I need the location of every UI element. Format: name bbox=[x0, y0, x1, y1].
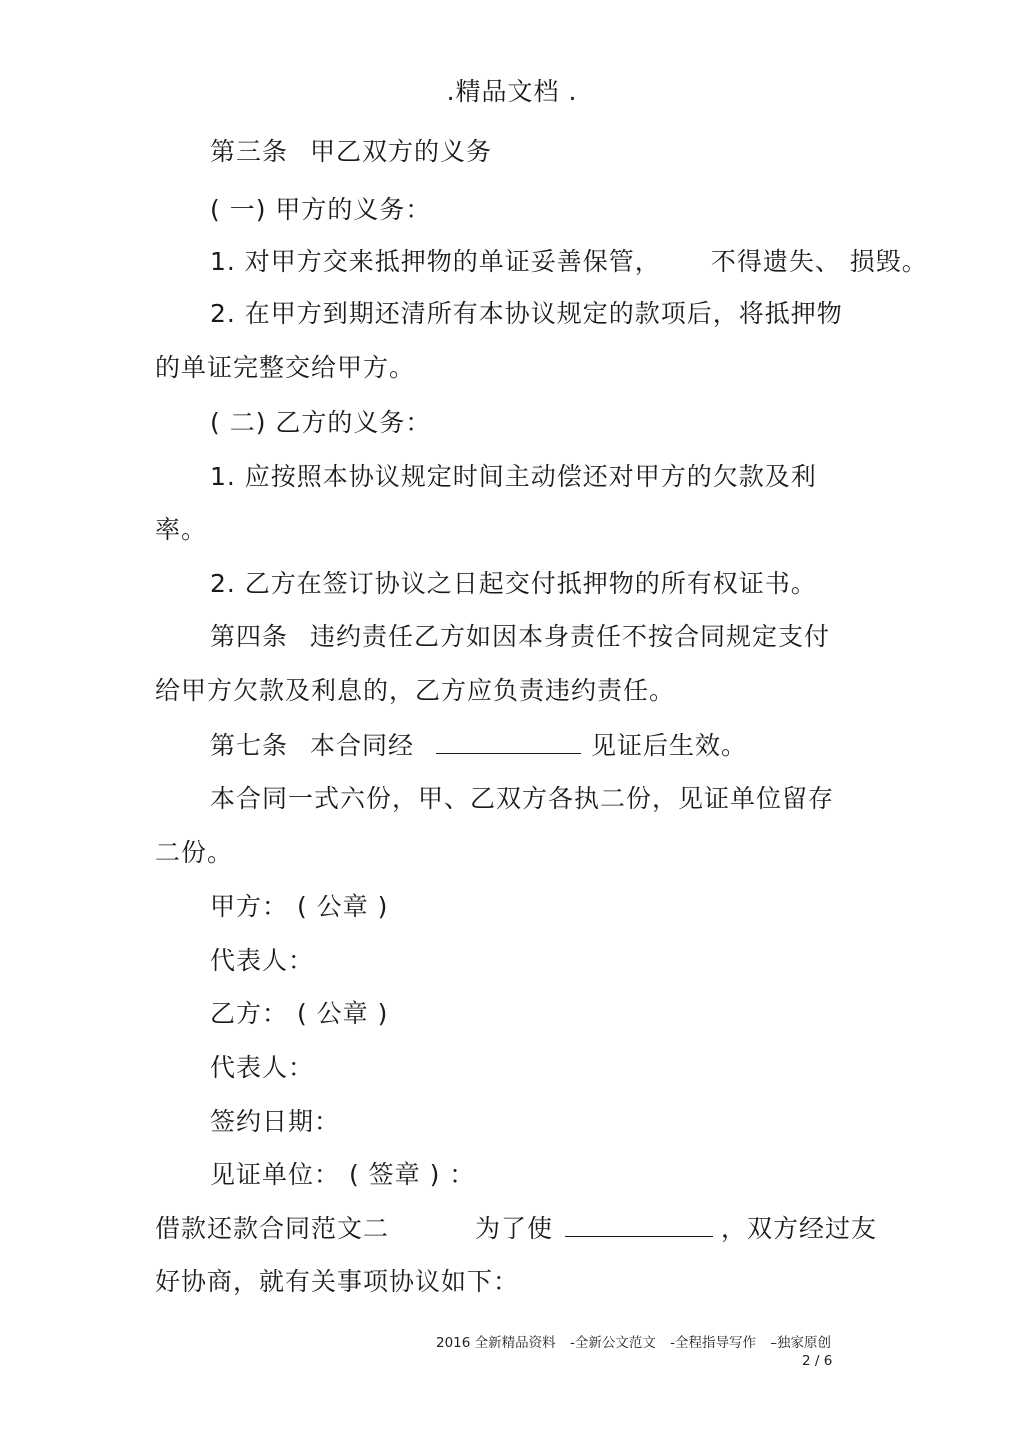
article-number: 第三条 bbox=[210, 137, 289, 166]
article-title: 甲乙双方的义务 bbox=[310, 137, 493, 166]
party-b-representative: 代表人： bbox=[210, 1053, 315, 1082]
section-party-a: ( 一) 甲方的义务： bbox=[210, 195, 432, 224]
purpose-blank-field[interactable] bbox=[565, 1212, 713, 1237]
article-3-heading bbox=[210, 136, 492, 168]
article-text: 违约责任乙方如因本身责任不按合同规定支付 bbox=[310, 622, 831, 651]
page-header: .精品文档 . bbox=[446, 77, 578, 106]
article-text: 见证后生效。 bbox=[591, 731, 748, 760]
party-a-representative: 代表人： bbox=[210, 946, 315, 975]
signing-date: 签约日期： bbox=[210, 1107, 341, 1136]
section-party-b: ( 二) 乙方的义务： bbox=[210, 408, 432, 437]
article-text: 本合同经 bbox=[310, 731, 415, 760]
clause-line: 的单证完整交给甲方。 bbox=[155, 353, 416, 382]
footer-item: -全程指导写作 bbox=[670, 1335, 756, 1351]
article-4 bbox=[210, 621, 830, 653]
clause-text: 1. 对甲方交来抵押物的单证妥善保管， bbox=[210, 247, 661, 276]
intro-text: ，双方经过友 bbox=[721, 1214, 878, 1243]
clause-line: 率。 bbox=[155, 515, 208, 544]
page-number: 2 / 6 bbox=[802, 1353, 833, 1369]
footer-item: –独家原创 bbox=[770, 1335, 832, 1351]
clause-line: 本合同一式六份，甲、乙双方各执二份，见证单位留存 bbox=[210, 784, 835, 813]
section-title: 借款还款合同范文二 bbox=[155, 1214, 390, 1243]
footer-item: 2016 全新精品资料 bbox=[436, 1335, 556, 1351]
clause-line: 二份。 bbox=[155, 838, 234, 867]
clause-line: 好协商，就有关事项协议如下： bbox=[155, 1267, 520, 1296]
page-footer bbox=[436, 1331, 841, 1351]
party-b-seal: 乙方： ( 公章 ) bbox=[210, 999, 389, 1028]
clause-text: 不得遗失、 损毁。 bbox=[710, 247, 928, 276]
article-number: 第四条 bbox=[210, 622, 289, 651]
clause-line: 给甲方欠款及利息的，乙方应负责违约责任。 bbox=[155, 676, 676, 705]
party-a-seal: 甲方： ( 公章 ) bbox=[210, 892, 389, 921]
sample-two-intro bbox=[155, 1212, 877, 1245]
intro-text: 为了使 bbox=[475, 1214, 554, 1243]
clause-line bbox=[210, 246, 928, 278]
clause-line: 1. 应按照本协议规定时间主动偿还对甲方的欠款及利 bbox=[210, 462, 817, 491]
article-number: 第七条 bbox=[210, 731, 289, 760]
clause-line: 2. 乙方在签订协议之日起交付抵押物的所有权证书。 bbox=[210, 569, 817, 598]
article-7 bbox=[210, 729, 747, 762]
clause-line: 2. 在甲方到期还清所有本协议规定的款项后，将抵押物 bbox=[210, 299, 843, 328]
witness-blank-field[interactable] bbox=[436, 729, 581, 754]
footer-item: -全新公文范文 bbox=[569, 1335, 656, 1351]
witness-unit: 见证单位： ( 签章 ) ： bbox=[210, 1160, 476, 1189]
